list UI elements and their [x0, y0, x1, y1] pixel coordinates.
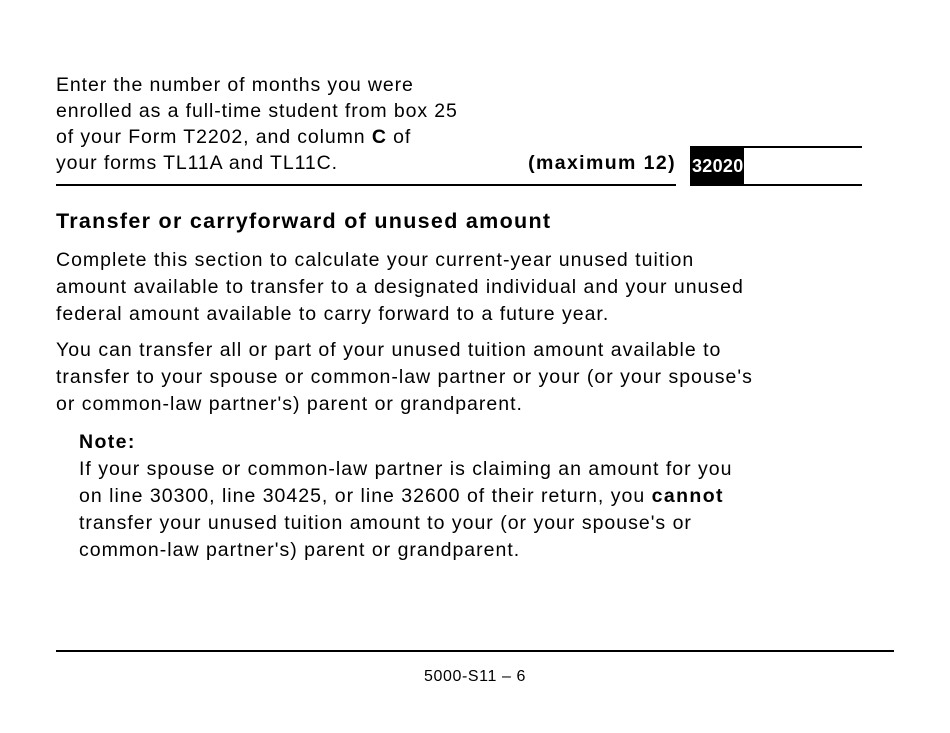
intro-line-3: federal amount available to carry forward to a future year.: [56, 303, 610, 325]
transfer-line-3: or common-law partner's) parent or grandparent.: [56, 393, 523, 415]
line-32020-field: [690, 146, 862, 186]
intro-line-2: amount available to transfer to a designated individual and your unused: [56, 276, 744, 298]
maximum-label: (maximum 12): [528, 152, 676, 174]
column-c-label: C: [371, 126, 387, 148]
section-title: Transfer or carryforward of unused amount: [56, 209, 552, 233]
months-line-3: [56, 124, 458, 150]
note-line-3: transfer your unused tuition amount to your (or your spouse's or: [79, 512, 692, 534]
months-line-3-start: of your Form T2202, and column: [56, 126, 372, 148]
note-heading: Note:: [79, 431, 136, 453]
note-line-4: common-law partner's) parent or grandparent.: [79, 539, 521, 561]
note-line-1: If your spouse or common-law partner is claiming an amount for you: [79, 458, 733, 480]
transfer-paragraph: [56, 337, 753, 418]
transfer-line-2: transfer to your spouse or common-law partner or your (or your spouse's: [56, 366, 753, 388]
months-question: [56, 72, 676, 184]
months-line-3-end: of: [386, 126, 412, 148]
months-input[interactable]: [744, 148, 950, 184]
months-line-1: Enter the number of months you were: [56, 74, 414, 96]
note-block: [79, 429, 732, 564]
note-line-2: [79, 483, 732, 510]
months-line-2: enrolled as a full-time student from box 25: [56, 100, 458, 122]
footer-rule: [56, 650, 894, 652]
cannot-emphasis: cannot: [651, 485, 724, 507]
page-number: 5000-S11 – 6: [423, 668, 527, 685]
note-line-2-text: on line 30300, line 30425, or line 32600 of their return, you: [79, 485, 652, 507]
intro-paragraph: [56, 247, 744, 328]
months-line-4: your forms TL11A and TL11C.: [56, 152, 338, 174]
months-question-text: [56, 72, 458, 176]
months-underline: [56, 184, 676, 186]
transfer-line-1: You can transfer all or part of your unused tuition amount available to: [56, 339, 722, 361]
line-code-badge: 32020: [692, 148, 744, 184]
intro-line-1: Complete this section to calculate your current-year unused tuition: [56, 249, 695, 271]
